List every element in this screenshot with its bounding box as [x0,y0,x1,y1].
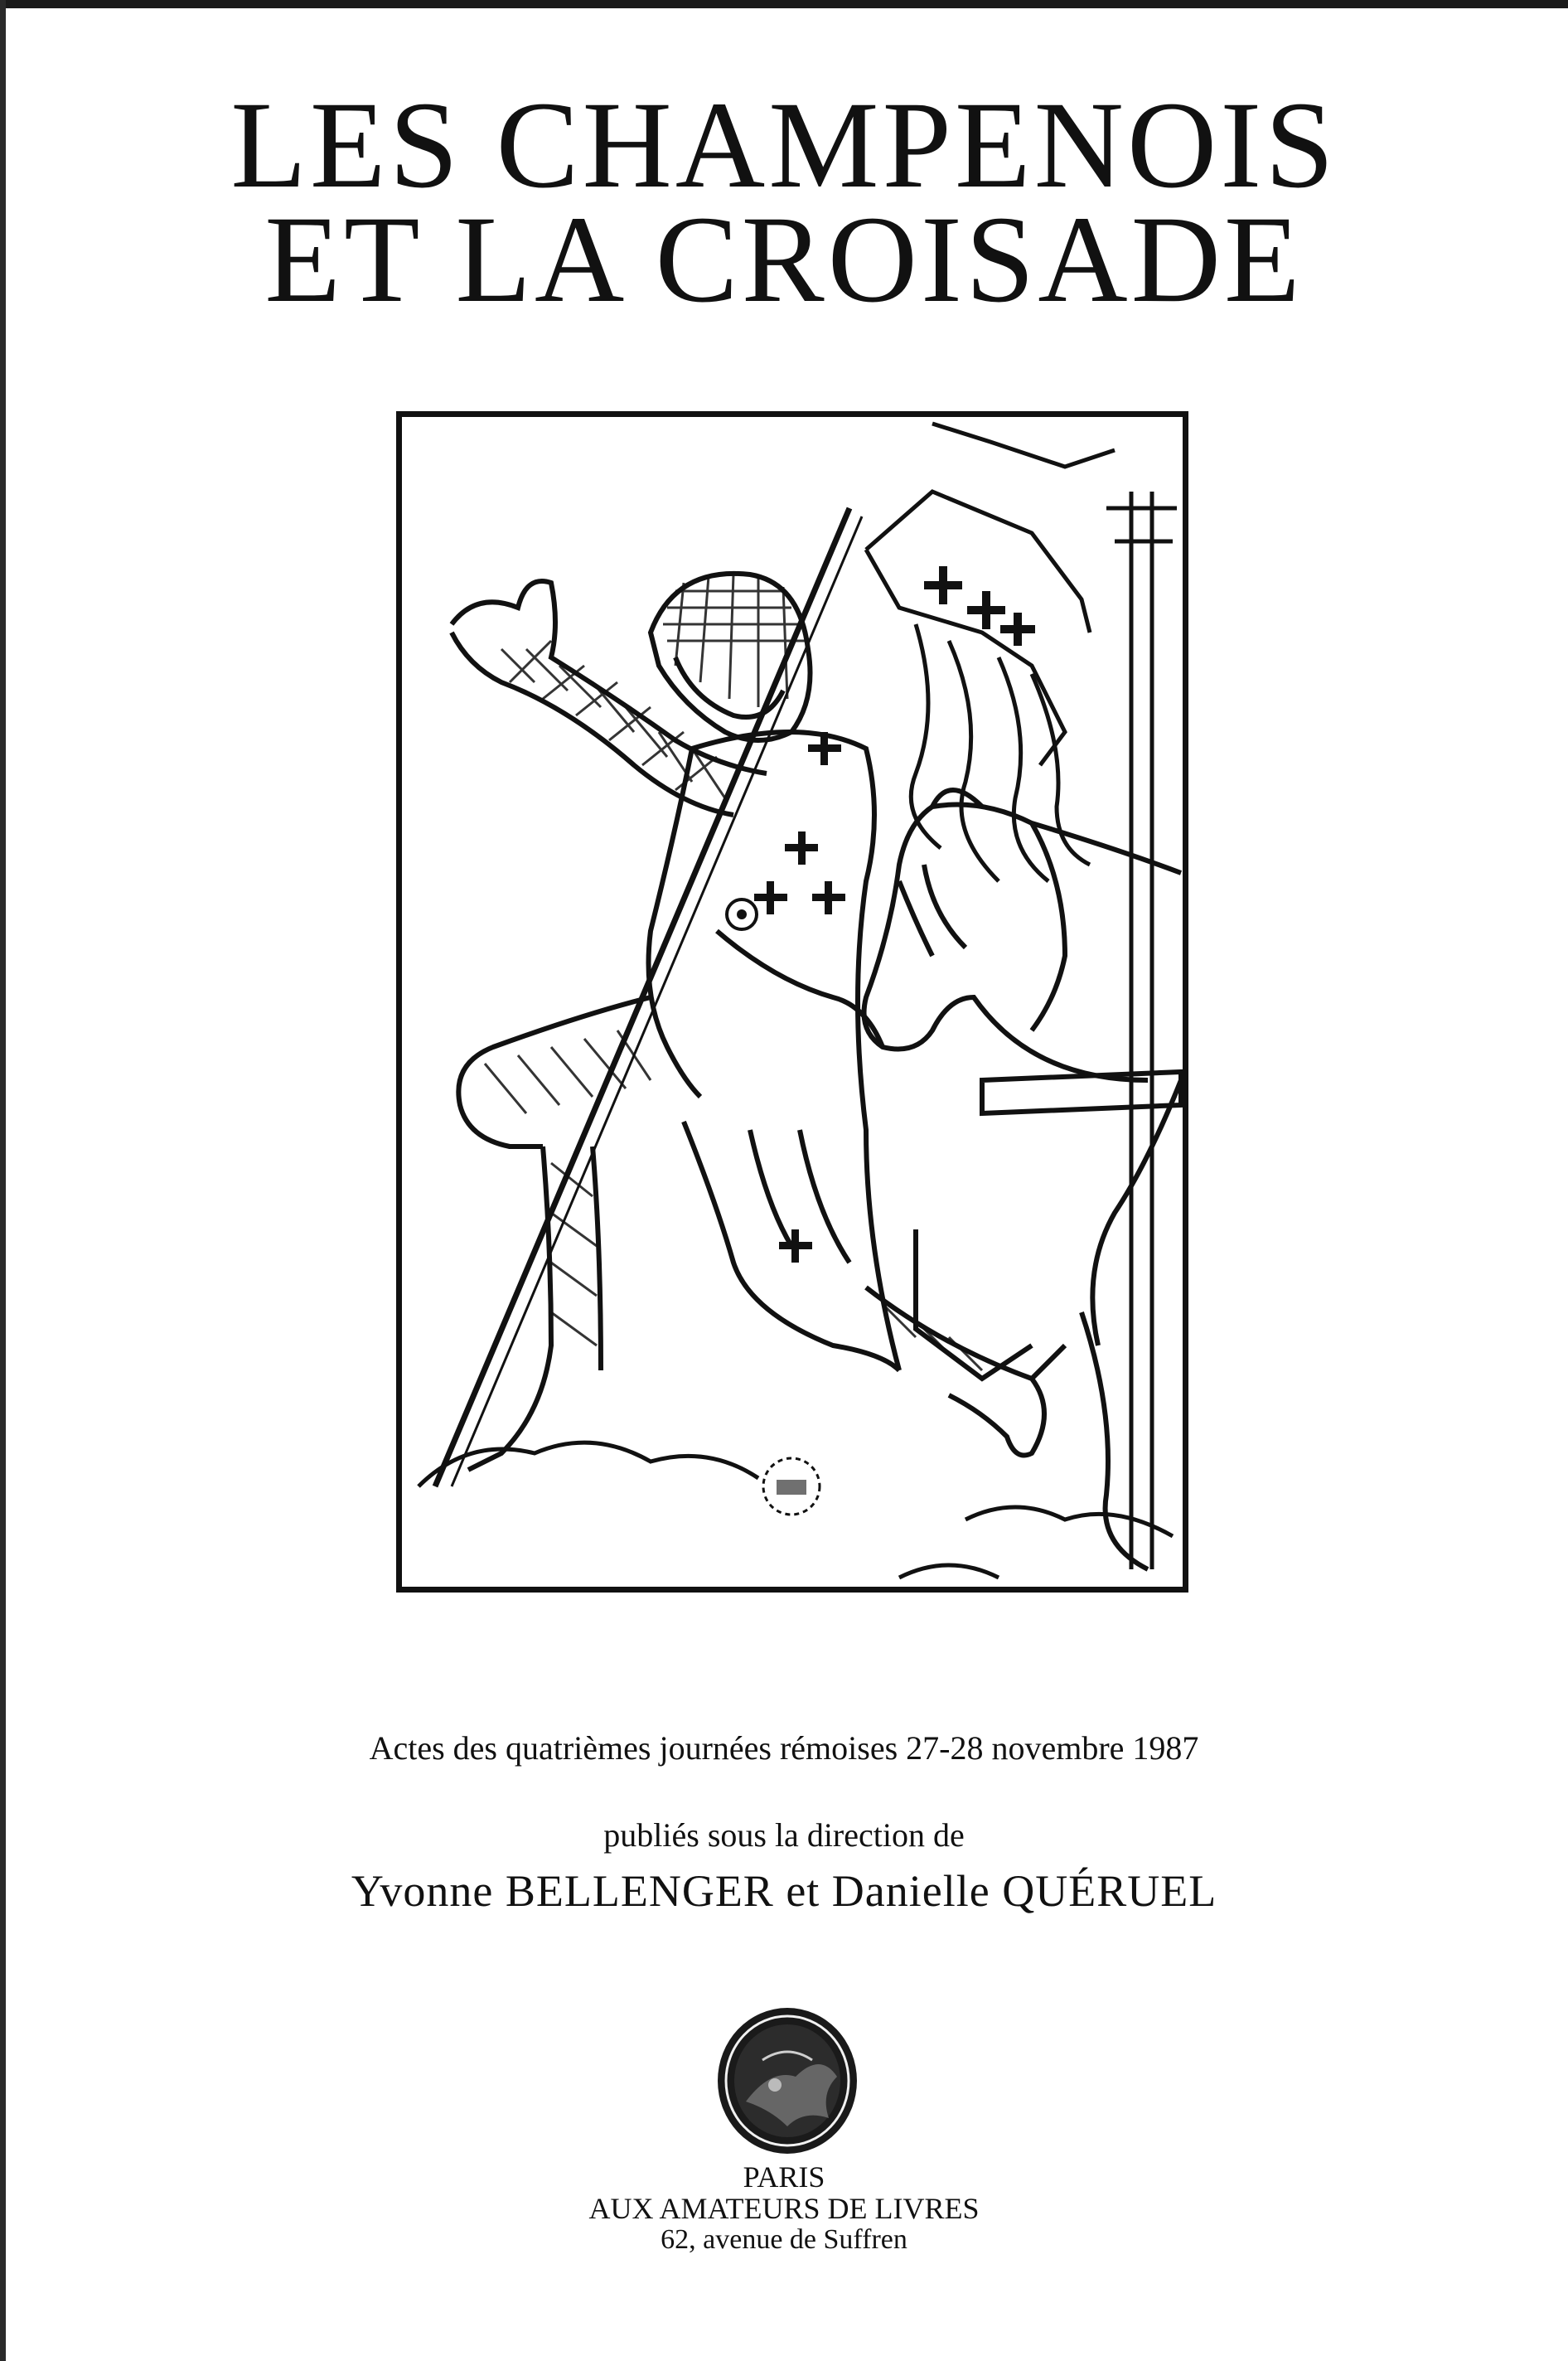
cover-illustration-frame [396,411,1188,1593]
conference-subtitle: Actes des quatrièmes journées rémoises 27-28 novembre 1987 [369,1729,1199,1767]
title-line-1: LES CHAMPENOIS [230,76,1338,214]
editors-line: Yvonne BELLENGER et Danielle QUÉRUEL [351,1866,1217,1916]
publisher-name: AUX AMATEURS DE LIVRES [588,2192,980,2225]
publisher-address: 62, avenue de Suffren [661,2224,907,2255]
title-line-2: ET LA CROISADE [264,191,1304,328]
publisher-seal-icon [713,2002,862,2160]
scan-edge-left [0,0,6,2361]
publisher-city: PARIS [743,2160,825,2194]
direction-note: publiés sous la direction de [603,1816,965,1854]
kneeling-crusader-knight-icon [402,417,1183,1587]
scan-edge-top [0,0,1568,8]
